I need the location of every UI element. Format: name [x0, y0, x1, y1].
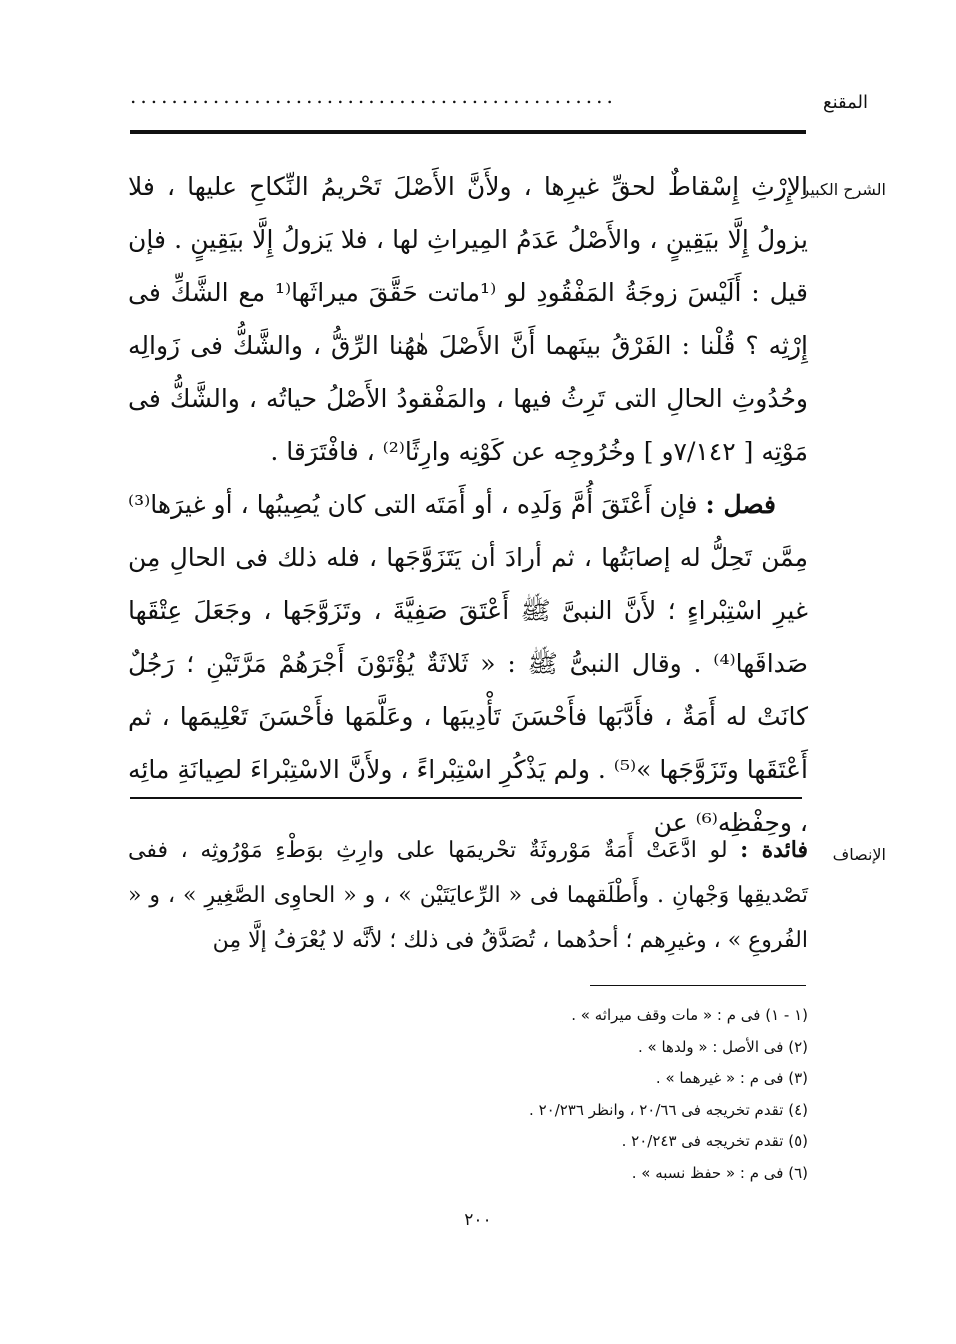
faida-heading: فائدة : [740, 837, 809, 863]
sharh-body [128, 160, 808, 849]
footnote-5: (٥) تقدم تخريجه فى ٢٠/٢٤٣ . [621, 1132, 808, 1150]
sharh-paragraph-2 [128, 478, 808, 849]
insaf-paragraph [128, 828, 808, 963]
header-dot-leader: ............................................... [130, 84, 617, 108]
insaf-body [128, 828, 808, 963]
side-label-insaf: الإنصاف [832, 845, 886, 864]
footnote-rule [590, 985, 806, 986]
faida-text: لو ادَّعَتْ أَمَةٌ مَوْروثَةٌ تحْريمَها على وارِثِ بوَطْءِ مَوْرُوثِه ، ففى تَصْديقِها وَجْهانِ . وأَطْلَقهما فى « الرِّعايَتَيْن » ، و « الحاوِى الصَّغِيرِ » ، و « الفُروعِ » ، وغيرِهم ؛ أحدُهما ، تُصَدَّقُ فى ذلك ؛ لأنَّه لا يُعْرَفُ إلَّا مِن [128, 838, 808, 953]
footnote-1: (١ - ١) فى م : « مات وقف ميراثه » . [571, 1006, 808, 1024]
fasl-text: فإن أَعْتَقَ أُمَّ وَلَدِه ، أو أَمَتَه التى كان يُصِيبُها ، أو غيرَها⁽³⁾ مِمَّن تَحِلُّ له إصابَتُها ، ثم أرادَ أن يَتَزَوَّجَها ، فله ذلك فى الحالِ مِن غيرِ اسْتِبْراءٍ ؛ لأَنَّ النبىَّ ﷺ أَعْتَقَ صَفِيَّةَ ، وتَزَوَّجَها ، وجَعَلَ عِتْقَها صَداقَها⁽⁴⁾ . وقال النبىُّ ﷺ : « ثَلاثَةٌ يُؤْتَوْنَ أَجْرَهُمْ مَرَّتَيْنِ ؛ رَجُلٌ كانَتْ له أَمَةٌ ، فأَدَّبَها فأَحْسَنَ تَأْدِيبَها ، وعَلَّمَها فأَحْسَنَ تَعْلِيمَها ، ثم أَعْتَقَها وتَزَوَّجَها »⁽⁵⁾ . ولم يَذْكُرِ اسْتِبْراءً ، ولأَنَّ الاسْتِبْراءَ لصِيانَةِ مائِه ، وحِفْظِه⁽⁶⁾ عن [128, 490, 808, 837]
footnote-6: (٦) فى م : « حفظ نسبه » . [631, 1163, 808, 1182]
fasl-heading: فصل : [705, 490, 777, 519]
footnote-3: (٣) فى م : « غيرهما » . [655, 1069, 808, 1087]
running-header-title: المقنع [822, 92, 868, 113]
footnote-4: (٤) تقدم تخريجه فى ٢٠/٦٦ ، وانظر ٢٠/٢٣٦ . [529, 1100, 808, 1119]
footnote-2: (٢) فى الأصل : « ولدها » . [638, 1037, 808, 1056]
sharh-paragraph-1: الإِرْثِ إِسْقاطٌ لحقِّ غيرِها ، ولأَنَّ الأَصْلَ تَحْريمُ النِّكاحِ عليها ، فلا يزولُ إِلَّا بيَقِينٍ ، والأَصْلُ عَدَمُ المِيراثِ لها ، فلا يَزولُ إِلَّا بيَقِينٍ . فإن قيل : أَلَيْسَ زوجَةُ المَفْقُودِ لو ⁽¹ماتت حَقَّقَ ميراثَها⁽¹ مع الشَّكِّ فى إِرْثِه ؟ قُلْنا : الفَرْقُ بينَهما أَنَّ الأَصْلَ هٰهُنا الرِّقُّ ، والشَّكُّ فى زَوالِه وحُدُوثِ الحالِ التى تَرِثُ فيها ، والمَفْقودُ الأَصْلُ حياتُه ، والشَّكُّ فى مَوْتِه [ ٧/١٤٢و ] وخُرُوجِه عن كَوْنِه وارِثًا⁽²⁾ ، فافْتَرَقا . [128, 172, 808, 466]
side-label-sharh: الشرح الكبير [801, 180, 886, 199]
footnotes [288, 1000, 808, 1189]
page-number: ٢٠٠ [464, 1210, 492, 1230]
section-divider [130, 797, 802, 799]
header-rule [130, 130, 806, 134]
